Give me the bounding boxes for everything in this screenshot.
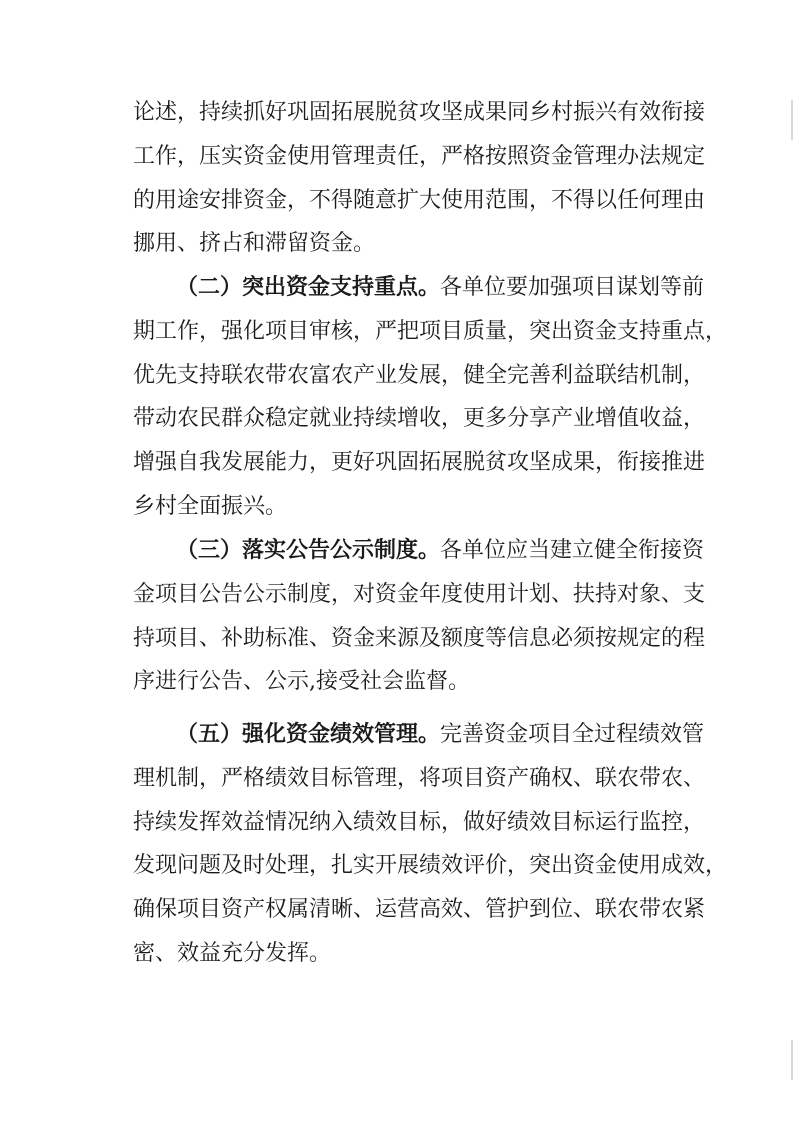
- paragraph-2-heading: （二）突出资金支持重点。: [176, 275, 441, 300]
- paragraph-1-line-1: 论述，持续抓好巩固拓展脱贫攻坚成果同乡村振兴有效衔接: [133, 100, 706, 125]
- paragraph-1-line-4: 挪用、挤占和滞留资金。: [133, 231, 376, 256]
- paragraph-1-line-3: 的用途安排资金，不得随意扩大使用范围，不得以任何理由: [133, 188, 706, 213]
- paragraph-4-line-2: 理机制，严格绩效目标管理，将项目资产确权、联农带农、: [133, 766, 706, 791]
- paragraph-2-first-line: [176, 273, 705, 303]
- paragraph-3-first-line: [176, 536, 705, 566]
- paragraph-4-line-5: 确保项目资产权属清晰、运营高效、管护到位、联农带农紧: [133, 897, 706, 922]
- paragraph-2-line-6: 乡村全面振兴。: [133, 494, 288, 519]
- paragraph-2-line-5: 增强自我发展能力，更好巩固拓展脱贫攻坚成果，衔接推进: [133, 450, 706, 475]
- paragraph-2-line-4: 带动农民群众稳定就业持续增收，更多分享产业增值收益，: [133, 406, 706, 431]
- paragraph-3-line-3: 持项目、补助标准、资金来源及额度等信息必须按规定的程: [133, 626, 706, 651]
- paragraph-3-heading: （三）落实公告公示制度。: [176, 538, 441, 563]
- paragraph-3-line-1: 各单位应当建立健全衔接资: [440, 538, 705, 563]
- paragraph-4-line-1: 完善资金项目全过程绩效管: [440, 722, 705, 747]
- paragraph-4-line-3: 持续发挥效益情况纳入绩效目标，做好绩效目标运行监控，: [133, 810, 706, 835]
- paragraph-3-line-2: 金项目公告公示制度，对资金年度使用计划、扶持对象、支: [133, 582, 706, 607]
- paragraph-4-line-4: 发现问题及时处理，扎实开展绩效评价，突出资金使用成效，: [133, 853, 728, 878]
- paragraph-2-line-1: 各单位要加强项目谋划等前: [440, 275, 705, 300]
- paragraph-4-heading: （五）强化资金绩效管理。: [176, 722, 441, 747]
- paragraph-2-line-3: 优先支持联农带农富农产业发展，健全完善利益联结机制，: [133, 363, 706, 388]
- paragraph-2-line-2: 期工作，强化项目审核，严把项目质量，突出资金支持重点，: [133, 319, 728, 344]
- paragraph-1-line-2: 工作，压实资金使用管理责任，严格按照资金管理办法规定: [133, 144, 706, 169]
- paragraph-3-line-4: 序进行公告、公示,接受社会监督。: [133, 669, 470, 694]
- paragraph-4-line-6: 密、效益充分发挥。: [133, 941, 332, 966]
- paragraph-4-first-line: [176, 720, 705, 750]
